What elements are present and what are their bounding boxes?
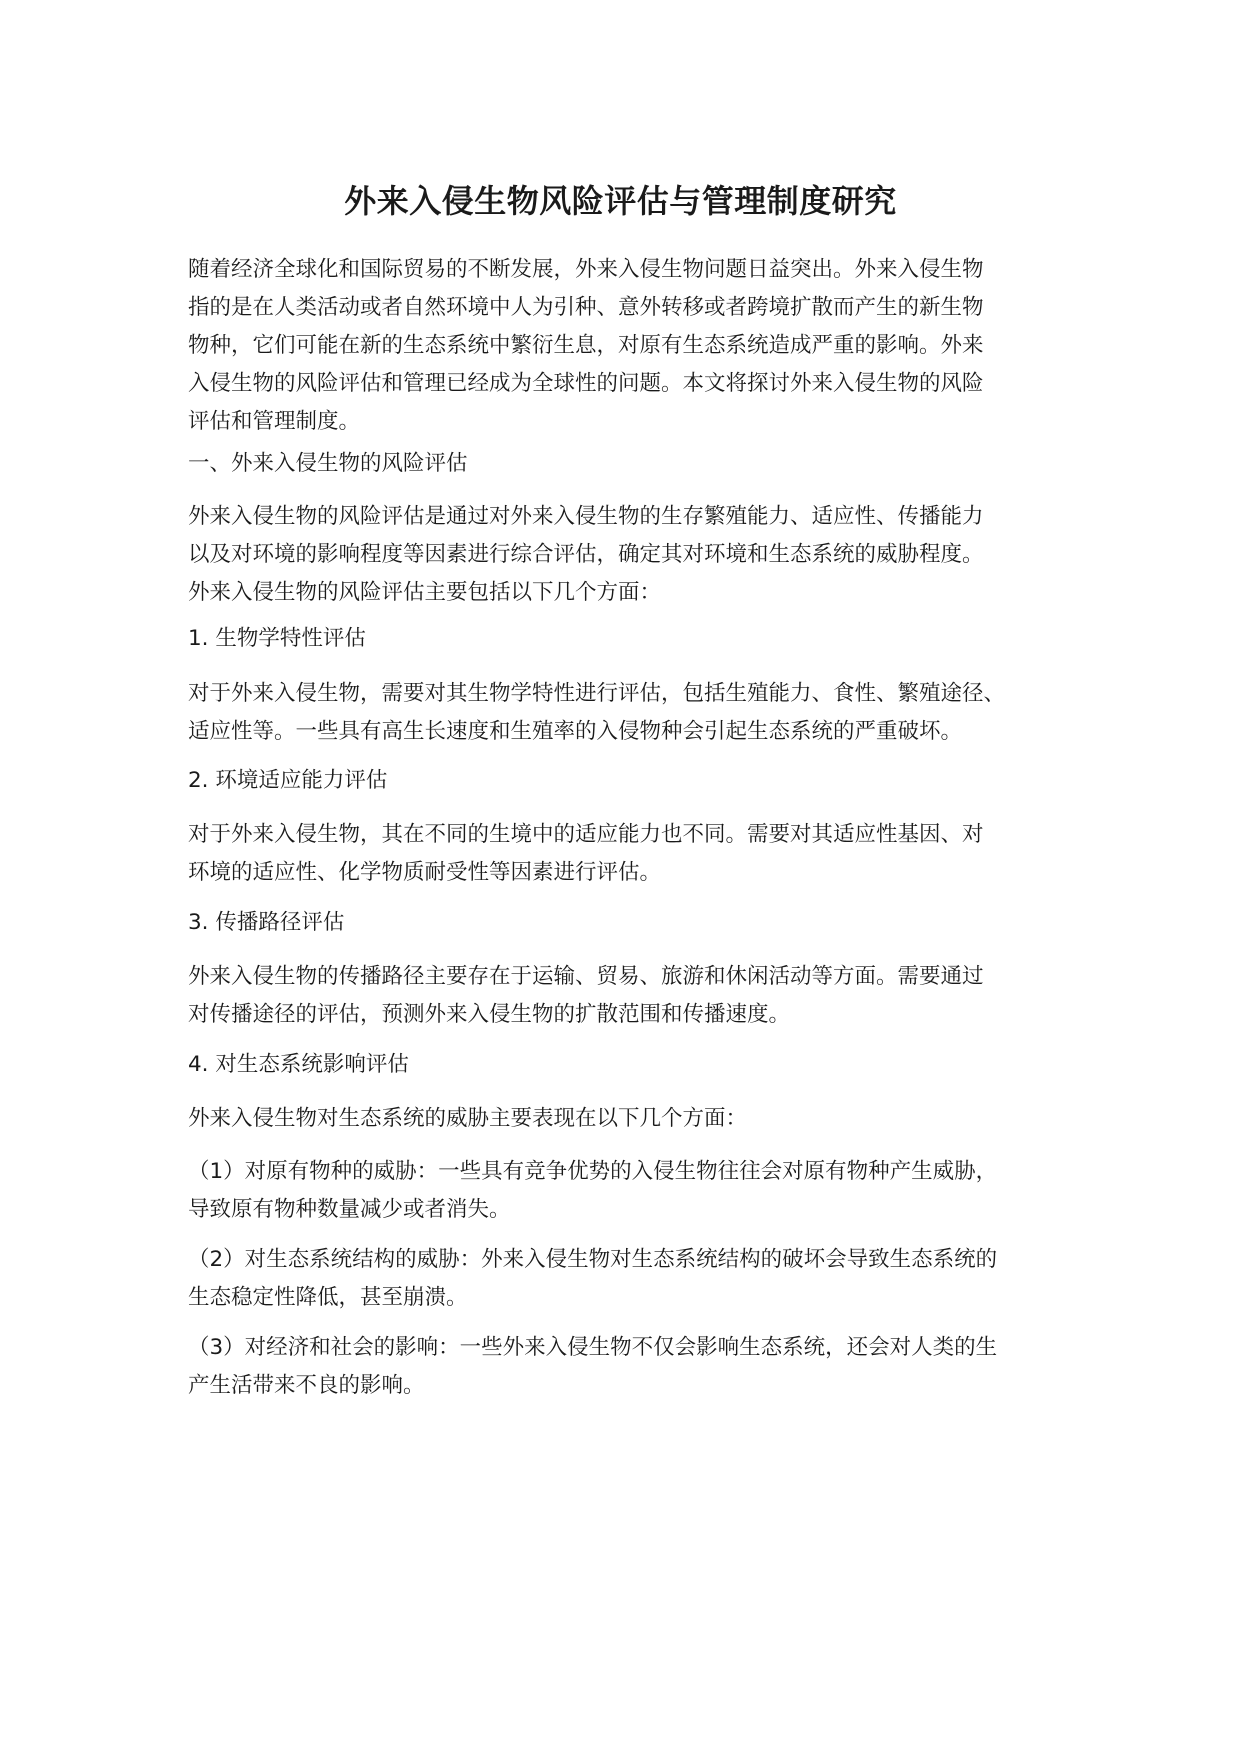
paragraph-line: 适应性等。一些具有高生长速度和生殖率的入侵物种会引起生态系统的严重破坏。: [188, 719, 963, 744]
paragraph-line: 环境的适应性、化学物质耐受性等因素进行评估。: [188, 860, 662, 885]
item2-paragraph: [188, 816, 1068, 892]
paragraph-line: 指的是在人类活动或者自然环境中人为引种、意外转移或者跨境扩散而产生的新生物: [188, 295, 984, 320]
item-heading-3: 3. 传播路径评估: [188, 910, 345, 935]
item3-paragraph: [188, 958, 1068, 1034]
item4-paragraph: [188, 1100, 1068, 1138]
item-heading-1: 1. 生物学特性评估: [188, 626, 366, 651]
paragraph-line: 生态稳定性降低，甚至崩溃。: [188, 1285, 468, 1310]
paragraph-line: （3）对经济和社会的影响：一些外来入侵生物不仅会影响生态系统，还会对人类的生: [188, 1335, 998, 1360]
paragraph-line: 物种，它们可能在新的生态系统中繁衍生息，对原有生态系统造成严重的影响。外来: [188, 333, 984, 358]
paragraph-line: 评估和管理制度。: [188, 409, 361, 434]
page-title: 外来入侵生物风险评估与管理制度研究: [344, 182, 897, 220]
section-heading: 一、外来入侵生物的风险评估: [188, 451, 468, 476]
paragraph-line: 外来入侵生物的传播路径主要存在于运输、贸易、旅游和休闲活动等方面。需要通过: [188, 964, 984, 989]
item1-paragraph: [188, 675, 1068, 751]
paragraph-line: （2）对生态系统结构的威胁：外来入侵生物对生态系统结构的破坏会导致生态系统的: [188, 1247, 998, 1272]
item-heading-4: 4. 对生态系统影响评估: [188, 1052, 409, 1077]
paragraph-line: 对于外来入侵生物，其在不同的生境中的适应能力也不同。需要对其适应性基因、对: [188, 822, 984, 847]
paragraph-line: 入侵生物的风险评估和管理已经成为全球性的问题。本文将探讨外来入侵生物的风险: [188, 371, 984, 396]
intro-paragraph: [188, 251, 1068, 441]
sub-item-1: [188, 1153, 1068, 1229]
paragraph-line: 产生活带来不良的影响。: [188, 1373, 425, 1398]
paragraph-line: （1）对原有物种的威胁：一些具有竞争优势的入侵生物往往会对原有物种产生威胁，: [188, 1159, 998, 1184]
paragraph-line: 外来入侵生物对生态系统的威胁主要表现在以下几个方面：: [188, 1106, 748, 1131]
paragraph-line: 以及对环境的影响程度等因素进行综合评估，确定其对环境和生态系统的威胁程度。: [188, 542, 984, 567]
paragraph-line: 外来入侵生物的风险评估主要包括以下几个方面：: [188, 580, 662, 605]
paragraph-line: 对传播途径的评估，预测外来入侵生物的扩散范围和传播速度。: [188, 1002, 791, 1027]
sub-item-3: [188, 1329, 1068, 1405]
paragraph-line: 导致原有物种数量减少或者消失。: [188, 1197, 511, 1222]
item-heading-2: 2. 环境适应能力评估: [188, 768, 388, 793]
sub-item-2: [188, 1241, 1068, 1317]
section1-paragraph: [188, 498, 1068, 612]
paragraph-line: 对于外来入侵生物，需要对其生物学特性进行评估，包括生殖能力、食性、繁殖途径、: [188, 681, 1006, 706]
paragraph-line: 外来入侵生物的风险评估是通过对外来入侵生物的生存繁殖能力、适应性、传播能力: [188, 504, 984, 529]
paragraph-line: 随着经济全球化和国际贸易的不断发展，外来入侵生物问题日益突出。外来入侵生物: [188, 257, 984, 282]
